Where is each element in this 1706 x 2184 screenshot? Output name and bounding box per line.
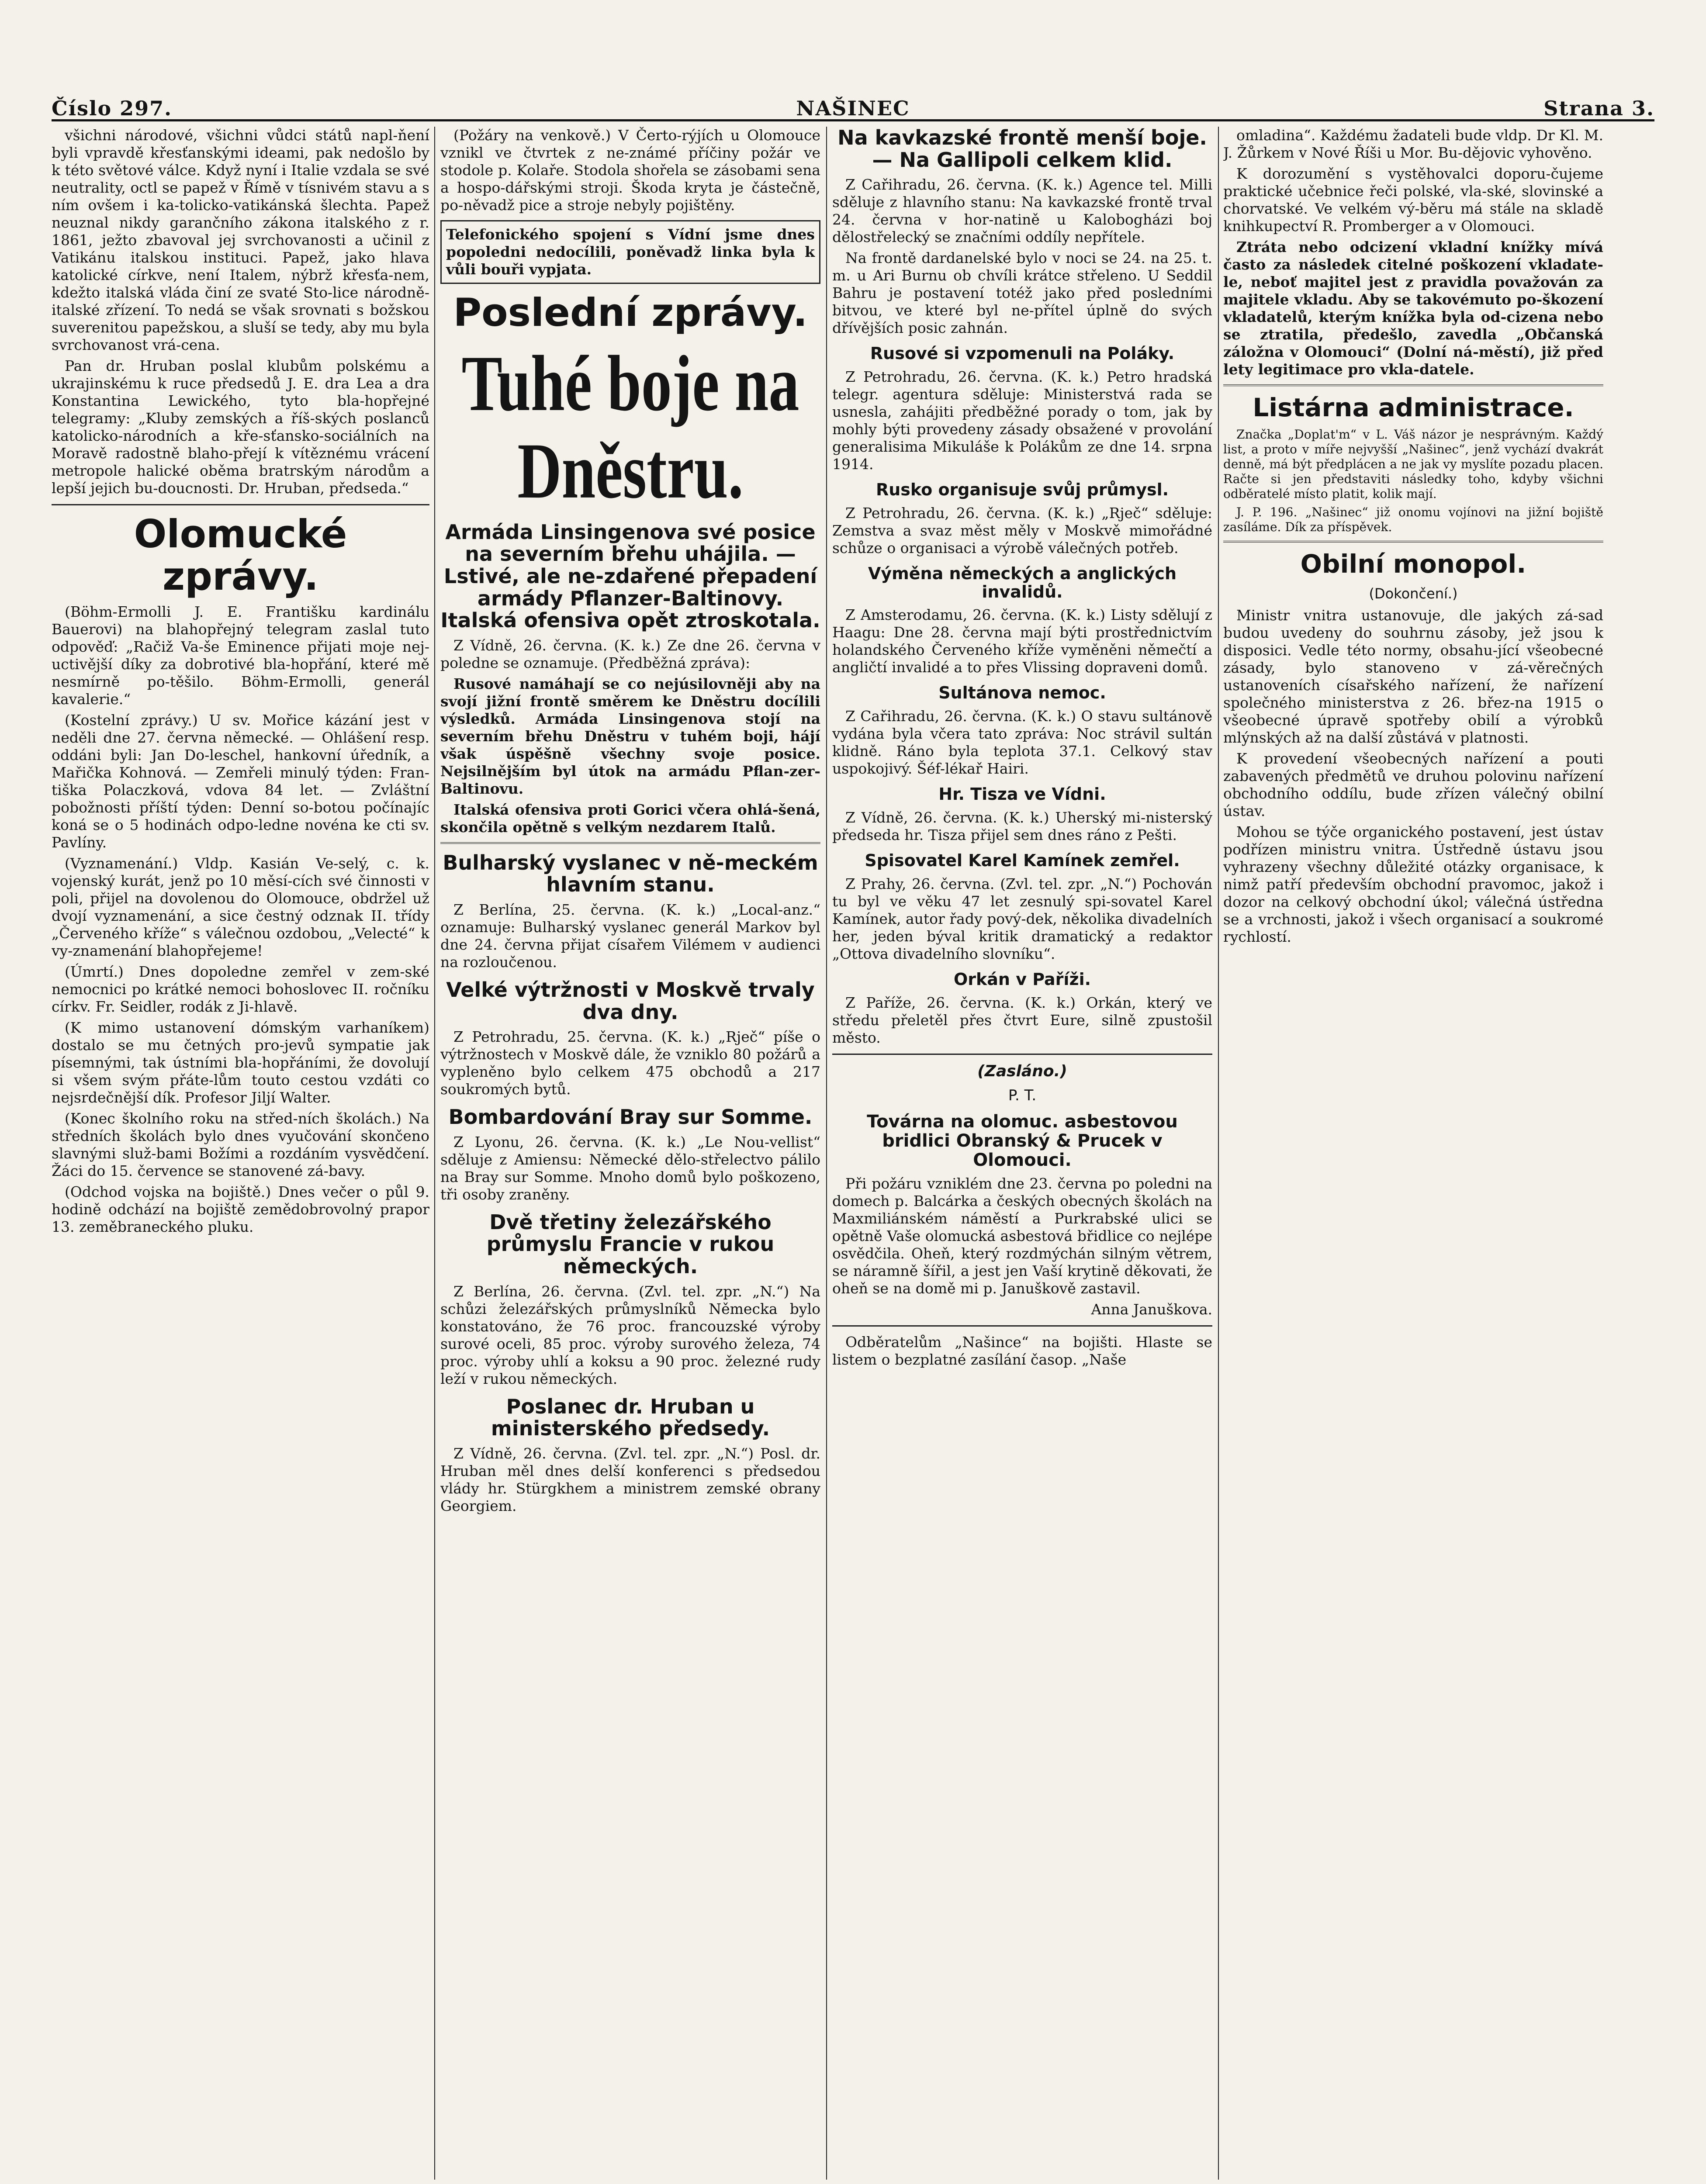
article-paragraph: J. P. 196. „Našinec“ již onomu vojínovi na jižní bojiště zasíláme. Dík za příspěvek. [1223, 505, 1603, 534]
article-paragraph: Rusové namáhají se co nejúsilovněji aby na svojí jižní frontě směrem ke Dněstru docílili výsledků. Armáda Linsingenova stojí na severním břehu Dněstru v tuhém boji, hájí však úspěšně všechny svoje posice. Nejsilnějším byl útok na armádu Pflan-zer-Baltinovu. [440, 675, 820, 797]
article-paragraph: (Úmrtí.) Dnes dopoledne zemřel v zem-ské nemocnici po krátké nemoci bohoslovec II. ročníku církv. Fr. Seidler, rodák z Ji-hlavě. [52, 963, 429, 1015]
headline-sultan: Sultánova nemoc. [938, 683, 1106, 703]
article-paragraph: Z Petrohradu, 26. června. (K. k.) Petro hradská telegr. agentura sděluje: Ministerstvá rada se usnesla, zahájiti předběžné porady o tom, jak by mohly býti provedeny zásady obsažené v provolání generalisima Mikuláše k Polákům ze dne 14. srpna 1914. [832, 368, 1212, 473]
divider [1223, 541, 1603, 543]
article-paragraph: Italská ofensiva proti Gorici včera ohlá-šená, skončila opětně s velkým nezdarem Italů. [440, 801, 820, 836]
divider [440, 842, 820, 844]
page-number: Strana 3. [1543, 97, 1654, 120]
article-paragraph: K dorozumění s vystěhovalci doporu-čujeme praktické učebnice řeči polské, vla-ské, slovinské a chorvatské. Ve velkém vý-běru má stále na skladě knihkupectví R. Promberger a v Olomouci. [1223, 165, 1603, 235]
zaslano-label: (Zasláno.) [977, 1062, 1067, 1080]
divider [832, 1054, 1212, 1055]
article-paragraph: Z Petrohradu, 26. června. (K. k.) „Rječ“ sděluje: Zemstva a svaz měst měly v Moskvě mimořádné schůze o organisaci a výrobě válečných potřeb. [832, 504, 1212, 556]
headline-velke: Velké výtržnosti v Moskvě trvaly dva dny. [446, 978, 815, 1024]
column-rule [434, 127, 435, 2180]
article-paragraph: Ztráta nebo odcizení vkladní knížky mívá často za následek citelné poškození vkladate-le, neboť majitel jest z pravidla považován za majitele vkladu. Aby se takovémuto po-škození vkladatelů, kterým knížka byla od-cizena nebo se ztratila, předešlo, zavedla „Občanská záložna v Olomouci“ (Dolní ná-městí), již před lety legitimace pro vkla-datele. [1223, 238, 1603, 378]
article-paragraph: (Kostelní zprávy.) U sv. Mořice kázání jest v neděli dne 27. června německé. — Ohlášení resp. oddáni byli: Jan Do-leschel, hankovní úředník, a Mařička Kohnová. — Zemřeli minulý týden: Fran-tiška Polaczková, vdova 84 let. — Zvláštní pobožnosti příští týden: Denní so-botou počínajíc koná se o 5 hodinách odpo-ledne novéna ke cti sv. Pavlíny. [52, 711, 429, 851]
article-paragraph: (Konec školního roku na střed-ních školách.) Na středních školách bylo dnes vyučování skončeno slavnými služ-bami Božími a rozdáním vysvědčení. Žáci do 15. července se stanovené zá-bavy. [52, 1109, 429, 1179]
headline-tuhe-boje: Tuhé boje na Dněstru. [461, 339, 799, 515]
article-paragraph: Z Cařihradu, 26. června. (K. k.) O stavu sultánově vydána byla včera tato zpráva: Noc strávil sultán klidně. Ráno byla teplota 37.1. Celkový stav uspokojivý. Šéf-lékař Hairi. [832, 708, 1212, 778]
signature: Anna Januškova. [1091, 1300, 1212, 1318]
article-paragraph: Z Prahy, 26. června. (Zvl. tel. zpr. „N.“) Pochován tu byl ve věku 47 let zesnulý spi-sovatel Karel Kamínek, autor řady pový-dek, několika divadelních her, jeden býval kritik dramatický a redaktor „Ottova divadelního slovníku“. [832, 875, 1212, 962]
column-3 [832, 127, 1212, 2180]
column-4 [1223, 127, 1603, 2180]
article-paragraph: Odběratelům „Našince“ na bojišti. Hlaste se listem o bezplatné zasílání časop. „Naše [832, 1333, 1212, 1368]
article-paragraph: (Požáry na venkově.) V Čerto-rýjích u Olomouce vznikl ve čtvrtek z ne-známé příčiny požár ve stodole p. Kolaře. Stodola shořela se zásobami sena a hospo-dářskými stroji. Škoda kryta je částečně, po-něvadž pice a stroje nebyly pojištěny. [440, 127, 820, 214]
notice-box: Telefonického spojení s Vídní jsme dnes popoledni nedocílili, poněvadž linka byla k vůli bouři vypjata. [440, 220, 820, 284]
divider [832, 1325, 1212, 1327]
article-paragraph: (Vyznamenání.) Vldp. Kasián Ve-selý, c. k. vojenský kurát, jenž po 10 měsí-cích své činnosti v poli, přijel na dovolenou do Olomouce, obdržel už dvojí vyznamenání, a sice čestný odznak II. třídy „Červeného kříže“ s válečnou ozdobou, „Velecté“ k vy-znamenání blahopřejeme! [52, 854, 429, 959]
article-paragraph: všichni národové, všichni vůdci států napl-ňení byli vpravdě křesťanskými ideami, pak nedošlo by k této světové válce. Když nyní i Italie vzdala se své neutrality, octl se papež v Římě v tísnivém stavu a s ním ovšem i ka-tolicko-vatikánská šlechta. Papež neuznal nikdy garančního zákona italského z r. 1861, ježto zbavoval jej svrchovanosti a učinil z Vatikánu italskou instituci. Papež, jako hlava katolické církve, není Italem, nýbrž křesťa-nem, kdežto italská vláda činí ze svaté Sto-lice národně-italské zřízení. To nedá se však srovnati s božskou suverenitou papežskou, a sluší se tedy, aby mu byla svrchovanost vrá-cena. [52, 127, 429, 353]
headline-dve-tretiny: Dvě třetiny železářského průmyslu Francie v rukou německých. [486, 1210, 775, 1278]
pt-label: P. T. [1008, 1087, 1037, 1105]
article-paragraph: Z Amsterodamu, 26. června. (K. k.) Listy sdělují z Haagu: Dne 28. června mají býti prostřednictvím holandského Červeného kříže vyměněni němečtí a angličtí invalidé a to přes Vlissing dopraveni domů. [832, 606, 1212, 676]
article-paragraph: Ministr vnitra ustanovuje, dle jakých zá-sad budou uvedeny do souhrnu zásoby, jež jsou k disposici. Vedle této normy, obsahu-jící všeobecné zásady, bylo stanoveno v zá-věrečných ustanoveních císařského nařízení, že nařízení společného ministerstva z 26. břez-na 1915 o všeobecné úpravě spotřeby obilí a výrobků mlýnských až na další zůstává v platnosti. [1223, 606, 1603, 746]
article-paragraph: Mohou se týče organického postavení, jest ústav podřízen ministru vnitra. Ústředně ústavu jsou vyhrazeny všechny důležité otázky organisace, k nimž patří především obchodní pravomoc, jakož i dozor na celkový obchodní úkol; válečná ústředna se a vrchnosti, jakož i všech organisací a soukromé rychlostí. [1223, 823, 1603, 945]
article-paragraph: Z Lyonu, 26. června. (K. k.) „Le Nou-vellist“ sděluje z Amiensu: Německé dělo-střelectvo pálilo na Bray sur Somme. Mnoho domů bylo poškozeno, tři osoby zraněny. [440, 1133, 820, 1203]
issue-number: Číslo 297. [52, 97, 173, 120]
headline-vymena: Výměna německých a anglických invalidů. [868, 563, 1177, 601]
article-paragraph: (Odchod vojska na bojiště.) Dnes večer o půl 9. hodině odchází na bojiště zemědobrovolný prapor 13. zeměbraneckého pluku. [52, 1183, 429, 1235]
headline-orkan: Orkán v Paříži. [953, 969, 1091, 989]
headline-rusko: Rusko organisuje svůj průmysl. [875, 480, 1169, 499]
tovarna-heading: Továrna na olomuc. asbestovou bridlici Obranský & Prucek v Olomouci. [867, 1111, 1178, 1170]
headline-kavkaz: Na kavkazské frontě menší boje. — Na Gallipoli celkem klid. [837, 127, 1207, 172]
article-paragraph: K provedení všeobecných nařízení a pouti zabavených předmětů ve druhou polovinu nařízení obchodního oddílu, bude zřízen válečný obilní ústav. [1223, 750, 1603, 819]
article-paragraph: Z Petrohradu, 25. června. (K. k.) „Rječ“ píše o výtržnostech v Moskvě dále, že vzniklo 80 požárů a vypleněno bylo celkem 475 obchodů a 217 soukromých bytů. [440, 1028, 820, 1098]
masthead-title: NAŠINEC [796, 97, 910, 120]
column-1 [52, 127, 429, 2180]
divider [1223, 384, 1603, 386]
article-paragraph: (Böhm-Ermolli J. E. Františku kardinálu Bauerovi) na blahopřejný telegram zaslal tuto odpověď: „Račiž Va-še Eminence přijati moje nej-uctivější díky za dobrotivé bla-hopřání, které mě nesmírně po-těšilo. Böhm-Ermolli, generál kavalerie.“ [52, 603, 429, 708]
column-2 [440, 127, 820, 2180]
column-rule [1218, 127, 1219, 2180]
headline-bombardovani: Bombardování Bray sur Somme. [448, 1105, 813, 1129]
article-paragraph: Z Berlína, 25. června. (K. k.) „Local-anz.“ oznamuje: Bulharský vyslanec generál Markov byl dne 24. června přijat císařem Vilémem v audienci na rozloučenou. [440, 901, 820, 971]
article-paragraph: (K mimo ustanovení dómským varhaníkem) dostalo se mu četných pro-jevů sympatie jak písemnými, tak ústními bla-hopřáními, že dovolují si všem svým přáte-lům touto cestou vzdáti co nejsrdečnější dík. Profesor Jiljí Walter. [52, 1019, 429, 1106]
section-heading-olomucke: Olomucké zprávy. [134, 511, 347, 599]
article-paragraph: omladina“. Každému žadateli bude vldp. Dr Kl. M. J. Žůrkem v Nové Říši u Mor. Bu-dějovic vyhověno. [1223, 127, 1603, 161]
headline-tisza: Hr. Tisza ve Vídni. [938, 784, 1106, 804]
headline-rusove: Rusové si vzpomenuli na Poláky. [870, 344, 1175, 363]
section-heading-obilni: Obilní monopol. [1300, 549, 1526, 579]
article-paragraph: Na frontě dardanelské bylo v noci se 24. na 25. t. m. u Ari Burnu ob chvíli krátce střeleno. U Seddil Bahru je postavení totéž jako před posledními bitvou, ve které byl ne-přítel úplně do svých dřívějších posic zahnán. [832, 249, 1212, 337]
continuation-label: (Dokončení.) [1369, 585, 1458, 602]
headline-bulhar: Bulharský vyslanec v ně-meckém hlavním stanu. [443, 850, 818, 897]
section-heading-listarna: Listárna administrace. [1253, 393, 1574, 422]
article-paragraph: Při požáru vzniklém dne 23. června po poledni na domech p. Balcárka a českých obecných školách na Maxmiliánském náměstí a Purkrabské ulici se opětně Vaše olomucká asbestová břidlice co nejlépe osvědčila. Oheň, který rozdmýchán silným větrem, se náramně šířil, a jest jen Vaší krytině děkovati, že oheň se na domě mi p. Januškově zastavil. [832, 1175, 1212, 1297]
article-paragraph: Z Berlína, 26. června. (Zvl. tel. zpr. „N.“) Na schůzi železářských průmyslníků Německa bylo konstatováno, že 76 proc. francouzské výroby surové oceli, 85 proc. výroby surového železa, 74 proc. výroby uhlí a koksu a 90 proc. železné rudy leží v rukou německých. [440, 1282, 820, 1387]
headline-kaminek: Spisovatel Karel Kamínek zemřel. [865, 850, 1180, 870]
column-rule [826, 127, 827, 2180]
article-paragraph: Z Vídně, 26. června. (Zvl. tel. zpr. „N.“) Posl. dr. Hruban měl dnes delší konferenci s předsedou vlády hr. Stürgkhem a ministrem zemské obrany Georgiem. [440, 1444, 820, 1514]
headline-poslanec: Poslanec dr. Hruban u ministerského předsedy. [491, 1394, 770, 1441]
article-paragraph: Pan dr. Hruban poslal klubům polskému a ukrajinskému k ruce předsedů J. E. dra Lea a dra Konstantina Lewického, tyto bla-hopřejné telegramy: „Kluby zemských a říš-ských poslanců katolicko-národních a kře-sťansko-sociálních na Moravě radostně blaho-přejí k vítěznému vrácení metropole halické oběma bratrským národům a lepší jejich bu-doucnosti. Dr. Hruban, předseda.“ [52, 357, 429, 497]
subheadline-armada: Armáda Linsingenova své posice na severním břehu uhájila. — Lstivé, ale ne-zdařené přepadení armády Pflanzer-Baltinovy. Italská ofensiva opět ztroskotala. [440, 520, 820, 632]
article-paragraph: Z Paříže, 26. června. (K. k.) Orkán, který ve středu přeletěl přes čtvrt Eure, silně zpustošil město. [832, 994, 1212, 1046]
divider [52, 504, 429, 505]
section-heading-posledni: Poslední zprávy. [453, 290, 808, 335]
article-paragraph: Z Vídně, 26. června. (K. k.) Ze dne 26. června v poledne se oznamuje. (Předběžná zpráva): [440, 636, 820, 671]
article-paragraph: Z Vídně, 26. června. (K. k.) Uherský mi-nisterský předseda hr. Tisza přijel sem dnes ráno z Pešti. [832, 809, 1212, 843]
article-paragraph: Značka „Doplat'm“ v L. Váš názor je nesprávným. Každý list, a proto v míře nejvyšší „Našinec“, jenž vychází dvakrát denně, má být předplácen a ne jak vy myslíte pozadu placen. Račte si jen představiti následky toho, kdyby všichni odběratelé místo platit, kolik mají. [1223, 427, 1603, 501]
page-header [52, 94, 1654, 121]
article-paragraph: Z Cařihradu, 26. června. (K. k.) Agence tel. Milli sděluje z hlavního stanu: Na kavkazské frontě trval 24. června v hor-natině u Kalobogházi boj dělostřelecký se značními oddíly nepřítele. [832, 176, 1212, 246]
